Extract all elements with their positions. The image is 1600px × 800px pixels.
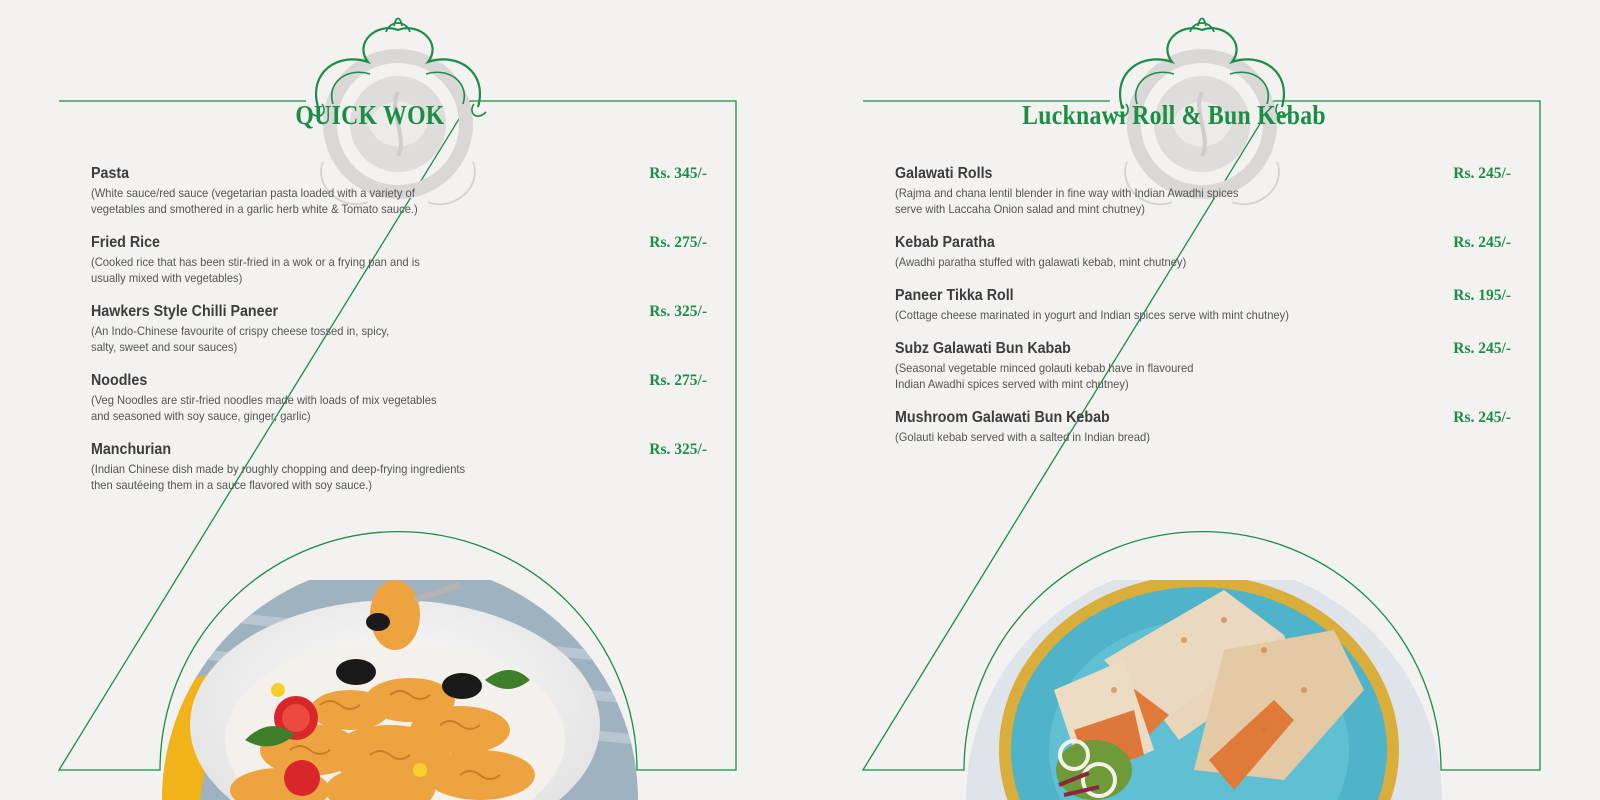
section-title: QUICK WOK — [295, 100, 445, 130]
item-name: Mushroom Galawati Bun Kebab — [895, 409, 1110, 426]
item-description: (Cooked rice that has been stir-fried in a wok or a frying pan and is usually mixed with vegetables) — [91, 255, 420, 285]
item-name: Hawkers Style Chilli Paneer — [91, 303, 279, 320]
menu-item — [895, 233, 1511, 270]
menu-item — [895, 286, 1511, 323]
item-name: Subz Galawati Bun Kabab — [895, 340, 1071, 357]
item-name: Pasta — [91, 165, 130, 182]
item-price: Rs. 245/- — [1453, 409, 1511, 426]
menu-item — [895, 339, 1511, 392]
item-price: Rs. 325/- — [649, 303, 707, 320]
item-name: Manchurian — [91, 441, 172, 458]
item-description: (Rajma and chana lentil blender in fine way with Indian Awadhi spices serve with Laccaha Onion salad and mint chutney) — [895, 186, 1239, 216]
item-name: Kebab Paratha — [895, 234, 995, 251]
menu-item — [91, 302, 707, 355]
menu-panel-roll-kebab — [804, 0, 1544, 800]
menu-item — [91, 371, 707, 424]
menu-item — [895, 408, 1511, 445]
section-title: Lucknawi Roll & Bun Kebab — [1022, 100, 1326, 130]
item-name: Galawati Rolls — [895, 165, 993, 182]
item-name: Paneer Tikka Roll — [895, 287, 1014, 304]
menu-items-list — [895, 164, 1511, 461]
item-description: (Seasonal vegetable minced golauti kebab have in flavoured Indian Awadhi spices served with mint chutney) — [895, 361, 1194, 391]
item-description: (Cottage cheese marinated in yogurt and Indian spices serve with mint chutney) — [895, 308, 1289, 322]
menu-item — [91, 164, 707, 217]
item-price: Rs. 195/- — [1453, 287, 1511, 304]
item-description: (White sauce/red sauce (vegetarian pasta loaded with a variety of vegetables and smothered in a garlic herb white & Tomato sauce.) — [91, 186, 418, 216]
item-price: Rs. 275/- — [649, 372, 707, 389]
pasta-dish-photo — [160, 580, 640, 800]
item-description: (Indian Chinese dish made by roughly chopping and deep-frying ingredients then sautéeing them in a sauce flavored with soy sauce.) — [91, 462, 466, 492]
menu-items-list — [91, 164, 707, 509]
menu-panel-quick-wok — [0, 0, 740, 800]
item-name: Fried Rice — [91, 234, 160, 251]
item-price: Rs. 325/- — [649, 441, 707, 458]
item-price: Rs. 245/- — [1453, 165, 1511, 182]
item-name: Noodles — [91, 372, 148, 389]
item-price: Rs. 245/- — [1453, 234, 1511, 251]
kebab-roll-dish-photo — [964, 580, 1444, 800]
item-description: (Veg Noodles are stir-fried noodles made with loads of mix vegetables and seasoned with soy sauce, ginger, garlic) — [91, 393, 437, 423]
item-description: (Awadhi paratha stuffed with galawati kebab, mint chutney) — [895, 255, 1187, 269]
menu-item — [91, 440, 707, 493]
item-description: (Golauti kebab served with a salted in Indian bread) — [895, 430, 1150, 444]
menu-item — [895, 164, 1511, 217]
item-price: Rs. 275/- — [649, 234, 707, 251]
item-price: Rs. 345/- — [649, 165, 707, 182]
menu-item — [91, 233, 707, 286]
item-price: Rs. 245/- — [1453, 340, 1511, 357]
item-description: (An Indo-Chinese favourite of crispy cheese tossed in, spicy, salty, sweet and sour sauces) — [91, 324, 390, 354]
